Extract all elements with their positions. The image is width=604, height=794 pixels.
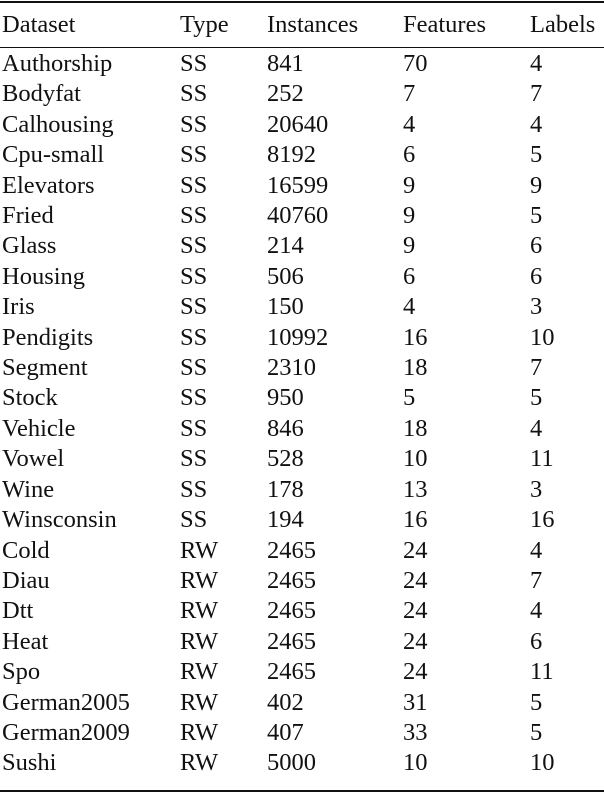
- cell-labels: 10: [530, 323, 555, 351]
- cell-dataset: Bodyfat: [2, 80, 81, 108]
- cell-type: SS: [180, 110, 208, 138]
- cell-dataset: Heat: [2, 627, 49, 655]
- cell-dataset: Vehicle: [2, 414, 76, 442]
- cell-type: SS: [180, 414, 208, 442]
- cell-instances: 194: [267, 506, 304, 534]
- table-row: [2, 718, 604, 748]
- cell-dataset: Iris: [2, 293, 35, 321]
- cell-instances: 2465: [267, 566, 316, 594]
- cell-type: SS: [180, 293, 208, 321]
- cell-dataset: Segment: [2, 354, 88, 382]
- cell-type: RW: [180, 688, 219, 716]
- cell-type: RW: [180, 718, 219, 746]
- cell-features: 6: [403, 262, 416, 290]
- cell-instances: 2465: [267, 597, 316, 625]
- cell-labels: 10: [530, 749, 555, 777]
- table-row: [2, 627, 604, 657]
- cell-labels: 4: [530, 110, 543, 138]
- cell-dataset: Pendigits: [2, 323, 94, 351]
- cell-labels: 4: [530, 597, 543, 625]
- column-header-features: Features: [403, 11, 486, 38]
- cell-dataset: Vowel: [2, 445, 65, 473]
- table-row: [2, 475, 604, 505]
- cell-features: 10: [403, 445, 428, 473]
- cell-type: SS: [180, 202, 208, 230]
- table-row: [2, 505, 604, 535]
- cell-features: 18: [403, 354, 428, 382]
- header-row: [2, 8, 604, 41]
- cell-features: 24: [403, 658, 428, 686]
- cell-labels: 7: [530, 566, 543, 594]
- cell-features: 16: [403, 323, 428, 351]
- cell-features: 13: [403, 475, 428, 503]
- cell-type: SS: [180, 354, 208, 382]
- cell-features: 33: [403, 718, 428, 746]
- cell-labels: 5: [530, 202, 543, 230]
- cell-dataset: Stock: [2, 384, 58, 412]
- cell-features: 24: [403, 536, 428, 564]
- cell-dataset: Diau: [2, 566, 50, 594]
- cell-dataset: Calhousing: [2, 110, 114, 138]
- cell-instances: 2465: [267, 536, 316, 564]
- cell-dataset: Housing: [2, 262, 86, 290]
- cell-instances: 528: [267, 445, 304, 473]
- cell-dataset: Cpu-small: [2, 141, 105, 169]
- cell-type: SS: [180, 50, 208, 77]
- cell-features: 7: [403, 80, 416, 108]
- cell-type: RW: [180, 536, 219, 564]
- cell-labels: 11: [530, 658, 554, 686]
- cell-instances: 252: [267, 80, 304, 108]
- cell-type: SS: [180, 445, 208, 473]
- top-rule: [0, 1, 604, 3]
- bottom-rule: [0, 790, 604, 792]
- cell-instances: 8192: [267, 141, 316, 169]
- cell-instances: 150: [267, 293, 304, 321]
- cell-type: RW: [180, 749, 219, 777]
- cell-type: SS: [180, 323, 208, 351]
- cell-type: SS: [180, 262, 208, 290]
- cell-instances: 5000: [267, 749, 316, 777]
- column-header-instances: Instances: [267, 11, 359, 38]
- column-header-labels: Labels: [530, 11, 596, 38]
- cell-dataset: Dtt: [2, 597, 34, 625]
- cell-labels: 7: [530, 354, 543, 382]
- table-row: [2, 110, 604, 140]
- cell-labels: 6: [530, 627, 543, 655]
- cell-labels: 5: [530, 718, 543, 746]
- cell-type: SS: [180, 384, 208, 412]
- cell-labels: 4: [530, 414, 543, 442]
- cell-dataset: Glass: [2, 232, 57, 260]
- table-row: [2, 292, 604, 322]
- cell-features: 24: [403, 566, 428, 594]
- cell-instances: 950: [267, 384, 304, 412]
- cell-dataset: German2009: [2, 718, 130, 746]
- table-row: [2, 657, 604, 687]
- cell-labels: 11: [530, 445, 554, 473]
- cell-labels: 6: [530, 262, 543, 290]
- cell-labels: 4: [530, 50, 543, 77]
- cell-features: 16: [403, 506, 428, 534]
- cell-type: SS: [180, 232, 208, 260]
- table-row: [2, 79, 604, 109]
- column-header-type: Type: [180, 11, 229, 38]
- cell-features: 18: [403, 414, 428, 442]
- cell-labels: 5: [530, 688, 543, 716]
- table-row: [2, 596, 604, 626]
- cell-type: SS: [180, 141, 208, 169]
- table-row: [2, 414, 604, 444]
- cell-features: 10: [403, 749, 428, 777]
- table-row: [2, 323, 604, 353]
- cell-labels: 3: [530, 475, 543, 503]
- cell-features: 4: [403, 293, 416, 321]
- table-row: [2, 688, 604, 718]
- cell-type: SS: [180, 171, 208, 199]
- table-row: [2, 566, 604, 596]
- cell-features: 24: [403, 597, 428, 625]
- cell-features: 4: [403, 110, 416, 138]
- cell-instances: 10992: [267, 323, 329, 351]
- cell-type: SS: [180, 80, 208, 108]
- datasets-table: [2, 8, 604, 779]
- cell-features: 5: [403, 384, 416, 412]
- table-row: [2, 41, 604, 79]
- cell-dataset: Spo: [2, 658, 41, 686]
- cell-dataset: Sushi: [2, 749, 57, 777]
- cell-dataset: Fried: [2, 202, 54, 230]
- cell-instances: 846: [267, 414, 304, 442]
- cell-features: 70: [403, 50, 428, 77]
- table-row: [2, 444, 604, 474]
- cell-features: 9: [403, 171, 416, 199]
- table-row: [2, 383, 604, 413]
- cell-instances: 40760: [267, 202, 329, 230]
- cell-instances: 407: [267, 718, 304, 746]
- cell-labels: 6: [530, 232, 543, 260]
- cell-dataset: Authorship: [2, 50, 113, 77]
- cell-labels: 5: [530, 384, 543, 412]
- cell-dataset: Cold: [2, 536, 50, 564]
- cell-type: RW: [180, 627, 219, 655]
- cell-type: SS: [180, 475, 208, 503]
- cell-type: RW: [180, 566, 219, 594]
- cell-dataset: Elevators: [2, 171, 95, 199]
- cell-features: 9: [403, 232, 416, 260]
- table-row: [2, 536, 604, 566]
- cell-instances: 402: [267, 688, 304, 716]
- cell-instances: 2465: [267, 658, 316, 686]
- cell-dataset: Wine: [2, 475, 55, 503]
- column-header-dataset: Dataset: [2, 11, 76, 38]
- cell-labels: 4: [530, 536, 543, 564]
- table-row: [2, 171, 604, 201]
- cell-features: 24: [403, 627, 428, 655]
- table-row: [2, 231, 604, 261]
- cell-instances: 841: [267, 50, 304, 77]
- cell-type: SS: [180, 506, 208, 534]
- table-row: [2, 262, 604, 292]
- cell-dataset: German2005: [2, 688, 130, 716]
- table-row: [2, 201, 604, 231]
- cell-instances: 20640: [267, 110, 329, 138]
- cell-instances: 2465: [267, 627, 316, 655]
- cell-labels: 3: [530, 293, 543, 321]
- table-row: [2, 353, 604, 383]
- cell-instances: 16599: [267, 171, 329, 199]
- cell-labels: 16: [530, 506, 555, 534]
- cell-instances: 178: [267, 475, 304, 503]
- cell-labels: 9: [530, 171, 543, 199]
- cell-labels: 7: [530, 80, 543, 108]
- cell-features: 9: [403, 202, 416, 230]
- cell-instances: 506: [267, 262, 304, 290]
- table-row: [2, 140, 604, 170]
- cell-features: 6: [403, 141, 416, 169]
- cell-type: RW: [180, 597, 219, 625]
- cell-instances: 214: [267, 232, 304, 260]
- cell-instances: 2310: [267, 354, 316, 382]
- cell-labels: 5: [530, 141, 543, 169]
- cell-dataset: Winsconsin: [2, 506, 117, 534]
- table-row: [2, 748, 604, 778]
- cell-features: 31: [403, 688, 428, 716]
- cell-type: RW: [180, 658, 219, 686]
